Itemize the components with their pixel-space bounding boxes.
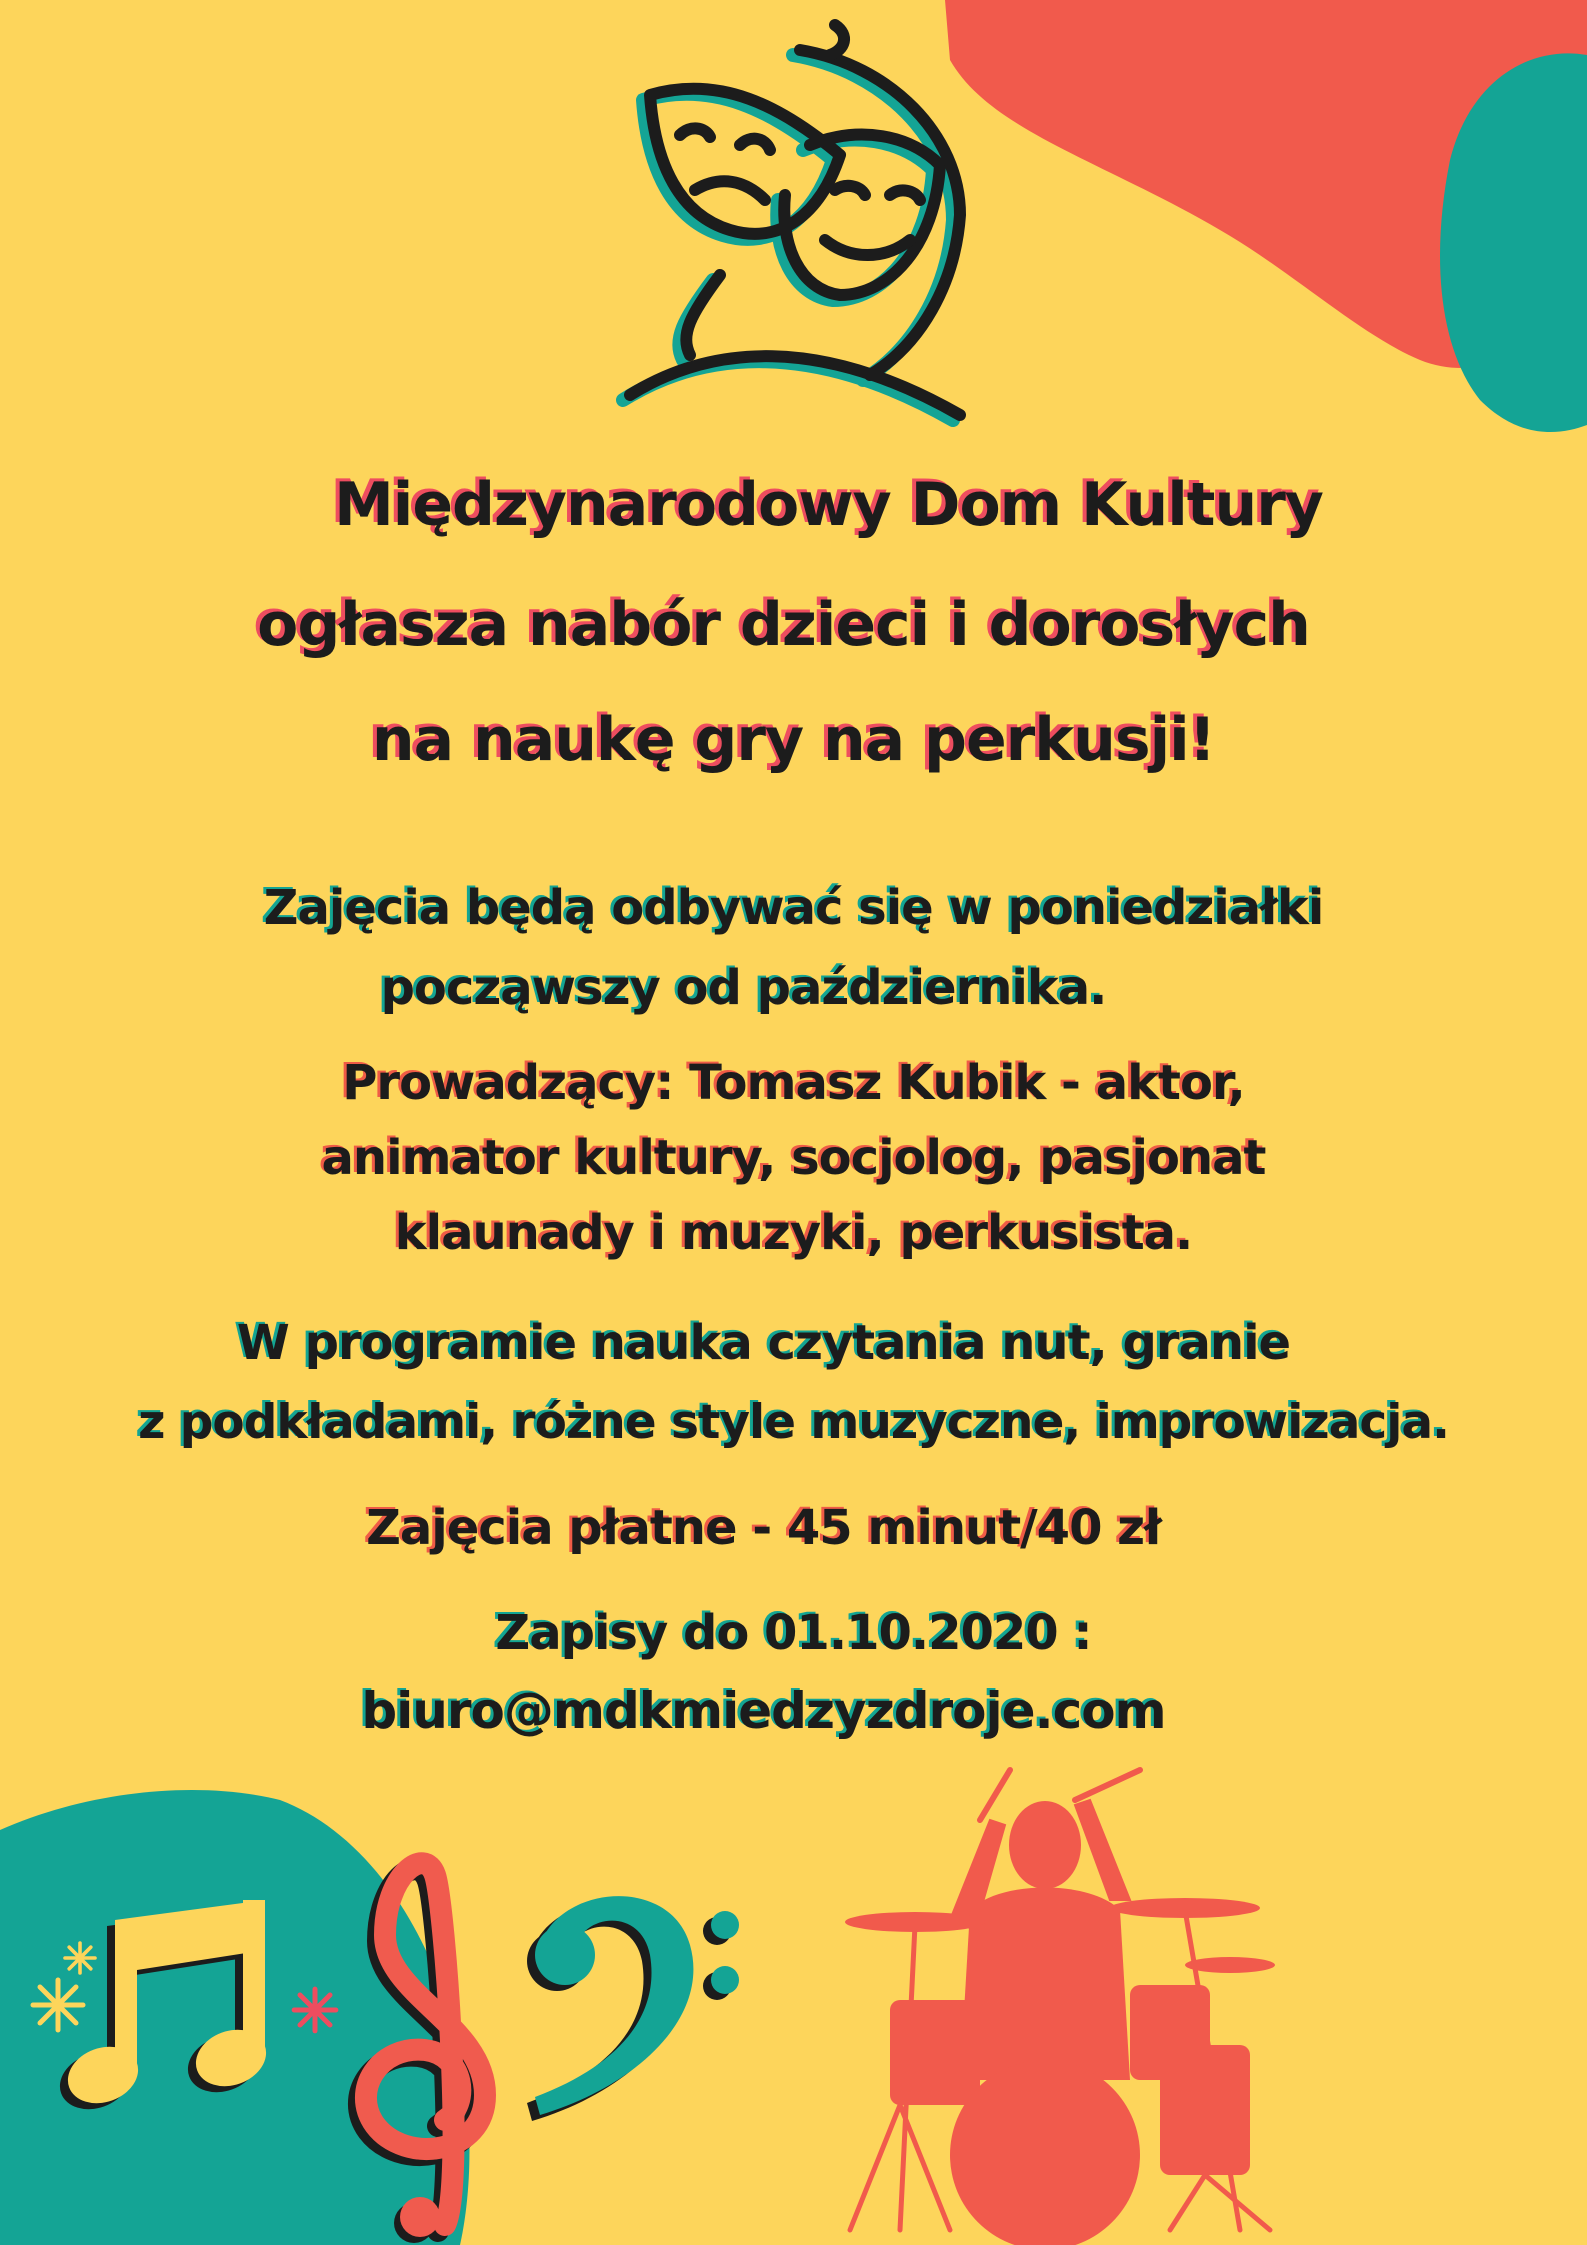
schedule-line-1: Zajęcia będą odbywać się w poniedziałki xyxy=(263,880,1324,936)
headline-line-1: Międzynarodowy Dom Kultury xyxy=(334,470,1323,540)
headline-line-3: na naukę gry na perkusji! xyxy=(371,705,1216,775)
instructor-line-1: Prowadzący: Tomasz Kubik - aktor, xyxy=(342,1055,1245,1111)
treble-clef-icon xyxy=(325,1845,525,2245)
bass-clef-icon xyxy=(520,1865,760,2125)
price-text: Zajęcia płatne - 45 minut/40 zł xyxy=(366,1500,1161,1556)
headline-line-2: ogłasza nabór dzieci i dorosłych xyxy=(257,590,1310,660)
program-line-1: W programie nauka czytania nut, granie xyxy=(236,1315,1291,1371)
schedule-line-2: począwszy od października. xyxy=(380,960,1107,1016)
signup-deadline: Zapisy do 01.10.2020 : xyxy=(495,1605,1092,1661)
drummer-silhouette-icon xyxy=(830,1760,1290,2240)
sparkle-icon xyxy=(28,1975,88,2035)
signup-email: biuro@mdkmiedzyzdroje.com xyxy=(361,1682,1166,1740)
theatre-masks-logo-icon xyxy=(570,15,990,435)
sparkle-icon xyxy=(62,1940,98,1976)
instructor-line-3: klaunady i muzyki, perkusista. xyxy=(394,1205,1193,1261)
instructor-line-2: animator kultury, socjolog, pasjonat xyxy=(321,1130,1266,1186)
program-line-2: z podkładami, różne style muzyczne, improwizacja. xyxy=(138,1395,1449,1450)
